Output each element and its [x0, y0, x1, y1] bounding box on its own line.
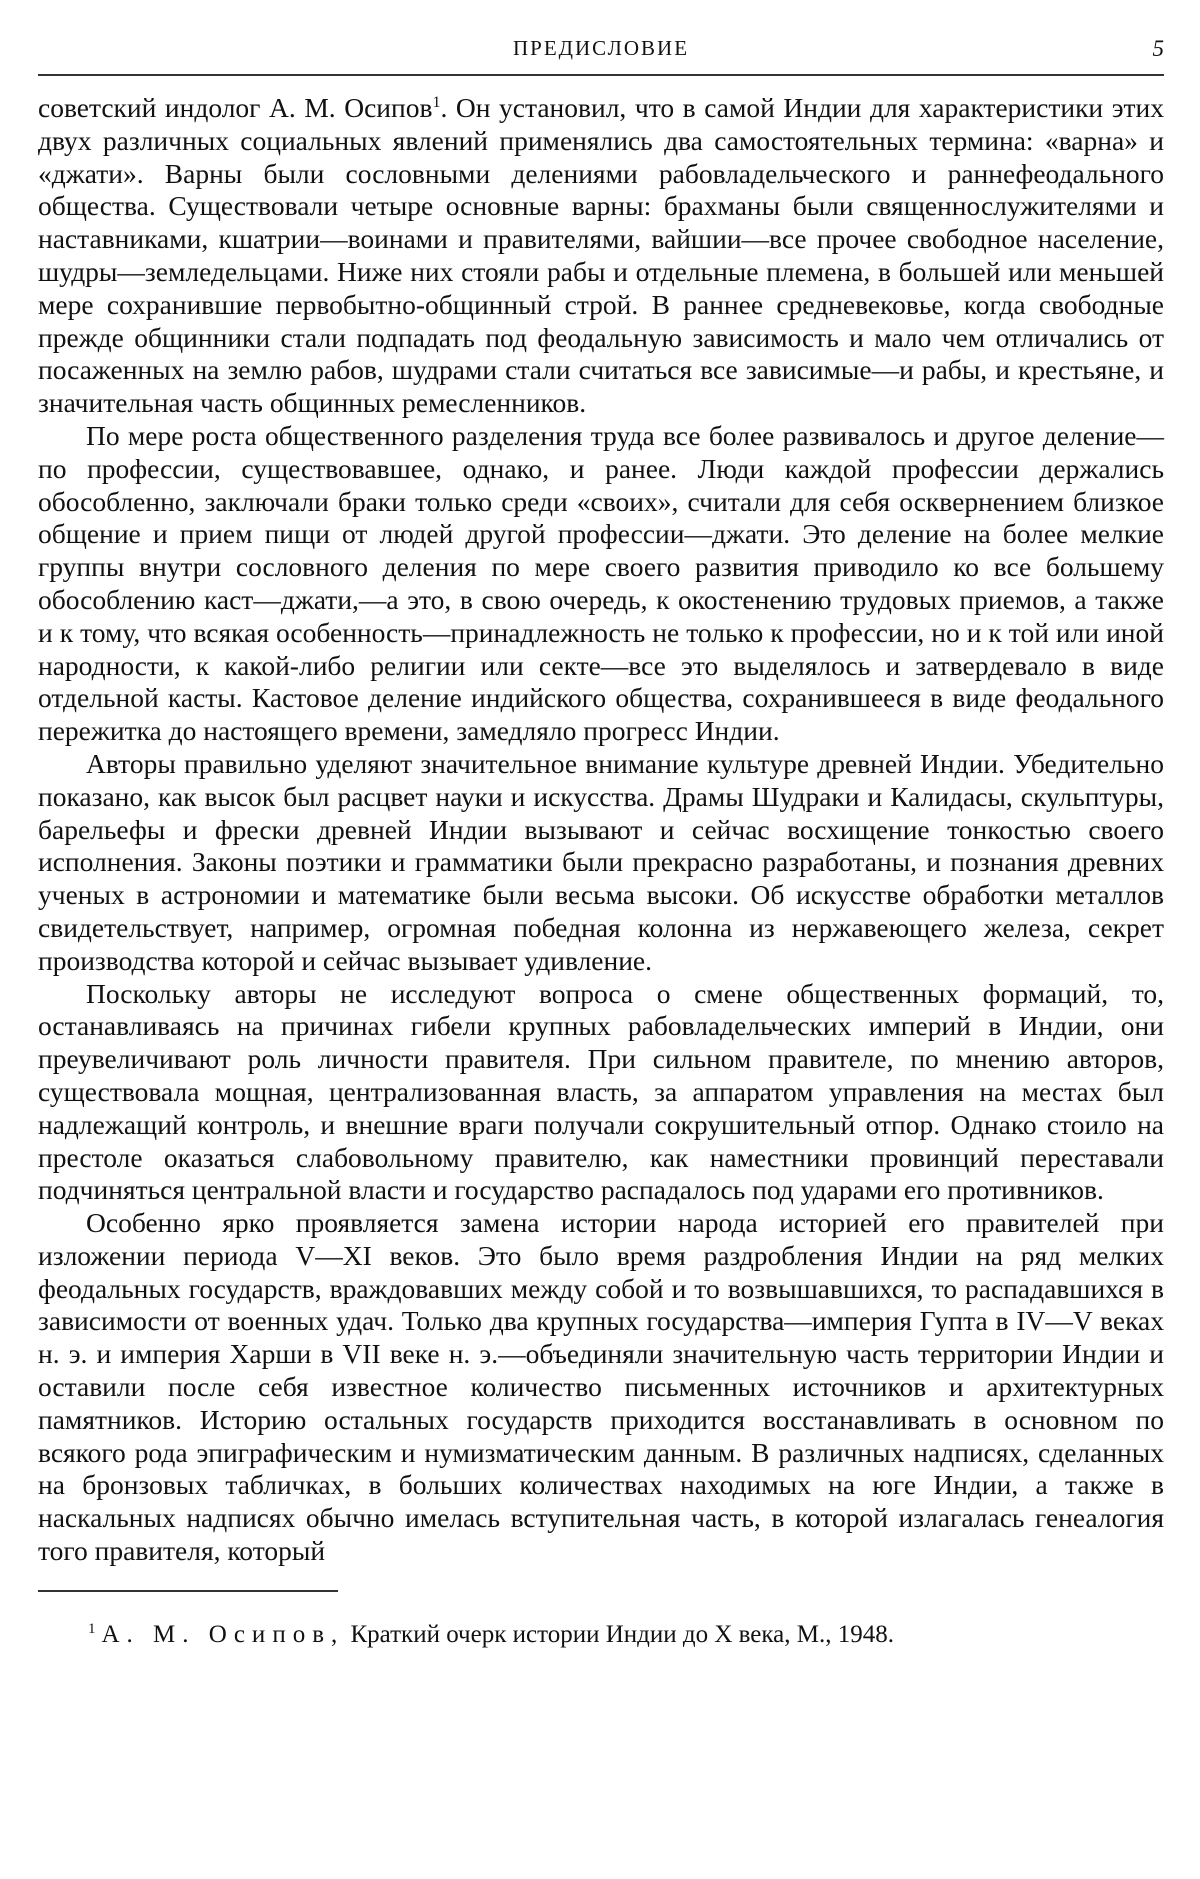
paragraph-1-text-rest: . Он установил, что в самой Индии для характеристики этих двух различных социальных явлений применялись два самостоятельных термина: «варна» и «джати». Варны были сословными делениями рабовладельческого и раннефеодального общества. Существовали четыре основные варны: брахманы были священнослужителями и наставниками, кшатрии—воинами и правителями, вайшии—все прочее свободное население, шудры—земледельцами. Ниже них стояли рабы и отдельные племена, в большей или меньшей мере сохранившие первобытно-общинный строй. В раннее средневековье, когда свободные прежде общинники стали подпадать под феодальную зависимость и мало чем отличались от посаженных на землю рабов, шудрами стали считаться все зависимые—и рабы, и крестьяне, и значительная часть общинных ремесленников. [38, 92, 1164, 419]
footnote [38, 1620, 1164, 1650]
paragraph-2: По мере роста общественного разделения труда все более развивалось и другое деление—по профессии, существовавшее, однако, и ранее. Люди каждой профессии держались обособленно, заключали браки только среди «своих», считали для себя осквернением близкое общение и прием пищи от людей другой профессии—джати. Это деление на более мелкие группы внутри сословного деления по мере своего развития приводило ко все большему обособлению каст—джати,—а это, в свою очередь, к окостенению трудовых приемов, а также и к тому, что всякая особенность—принадлежность не только к профессии, но и к той или иной народности, к какой-либо религии или секте—все это выделялось и затвердевало в виде отдельной касты. Кастовое деление индийского общества, сохранившееся в виде феодального пережитка до настоящего времени, замедляло прогресс Индии. [38, 419, 1164, 747]
paragraph-3: Авторы правильно уделяют значительное внимание культуре древней Индии. Убедительно показано, как высок был расцвет науки и искусства. Драмы Шудраки и Калидасы, скульптуры, барельефы и фрески древней Индии вызывают и сейчас восхищение тонкостью своего исполнения. Законы поэтики и грамматики были прекрасно разработаны, и познания древних ученых в астрономии и математике были весьма высоки. Об искусстве обработки металлов свидетельствует, например, огромная победная колонна из нержавеющего железа, секрет производства которой и сейчас вызывает удивление. [38, 747, 1164, 976]
footnote-reference-1: 1 [432, 93, 441, 111]
paragraph-4: Поскольку авторы не исследуют вопроса о смене общественных формаций, то, останавливаясь на причинах гибели крупных рабовладельческих империй в Индии, они преувеличивают роль личности правителя. При сильном правителе, по мнению авторов, существовала мощная, централизованная власть, за аппаратом управления на местах был надлежащий контроль, и внешние враги получали сокрушительный отпор. Однако стоило на престоле оказаться слабовольному правителю, как наместники провинций переставали подчиняться центральной власти и государство распадалось под ударами его противников. [38, 977, 1164, 1206]
page [38, 30, 1164, 1650]
page-number: 5 [1152, 36, 1164, 61]
footnote-author: А. М. Осипов, [101, 1620, 345, 1648]
footnote-number: 1 [88, 1620, 96, 1637]
body-text [38, 92, 1164, 1568]
running-title: ПРЕДИСЛОВИЕ [512, 36, 690, 60]
running-header [38, 30, 1164, 76]
paragraph-1-text-start: советский индолог А. М. Осипов [38, 92, 433, 123]
paragraph-5: Особенно ярко проявляется замена истории народа историей его правителей при изложении периода V—XI веков. Это было время раздробления Индии на ряд мелких феодальных государств, враждовавших между собой и то возвышавшихся, то распадавшихся в зависимости от военных удач. Только два крупных государства—империя Гупта в IV—V веках н. э. и империя Харши в VII веке н. э.—объединяли значительную часть территории Индии и оставили после себя известное количество письменных источников и архитектурных памятников. Историю остальных государств приходится восстанавливать в основном по всякого рода эпиграфическим и нумизматическим данным. В различных надписях, сделанных на бронзовых табличках, в больших количествах находимых на юге Индии, а также в наскальных надписях обычно имелась вступительная часть, в которой излагалась генеалогия того правителя, который [38, 1207, 1164, 1567]
footnote-divider [38, 1590, 338, 1592]
footnote-citation: Краткий очерк истории Индии до X века, М., 1948. [350, 1620, 894, 1648]
paragraph-1 [38, 92, 1164, 420]
